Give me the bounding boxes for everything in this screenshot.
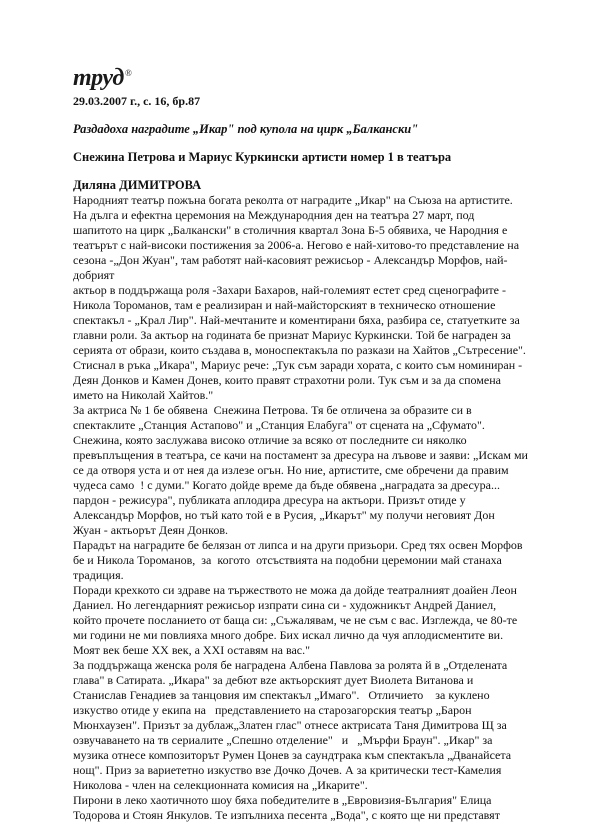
body-line: актьор в поддържаща роля -Захари Бахаров, най-големият естет сред сценографите - [73, 283, 506, 297]
body-line: пардон - режисура", публиката аплодира дресура на актьори. Призът отиде у [73, 493, 466, 507]
body-line: Моят век беше ХХ век, а ХХI оставям на вас." [73, 643, 311, 657]
article-body [73, 193, 563, 823]
article-author: Диляна ДИМИТРОВА [73, 178, 202, 192]
body-line: ми години не ми повлияха много добре. Бих искал лично да чуя аплодисментите ви. [73, 628, 504, 642]
body-line: На дълга и ефектна церемония на Международния ден на театъра 27 март, под [73, 208, 475, 222]
body-line: шапитото на цирк „Балкански" в столичния квартал Зона Б-5 обявиха, че Народния е [73, 223, 508, 237]
body-line: Жуан - актьорът Деян Донков. [73, 523, 229, 537]
body-line: За поддържаща женска роля бе наградена Албена Павлова за ролята й в „Отделената [73, 658, 508, 672]
body-line: добрият [73, 268, 115, 282]
body-line: името на Николай Хайтов." [73, 388, 214, 402]
body-line: За актриса № 1 бе обявена Снежина Петрова. Тя бе отличена за образите си в [73, 403, 472, 417]
body-line: Мюнхаузен". Призът за дублаж„Златен глас" отнесе актрисата Таня Димитрова Щ за [73, 718, 507, 732]
body-line: чудеса само ! с думи." Когато дойде време да бъде обявена „наградата за дресура... [73, 478, 501, 492]
body-line: Александър Морфов, но тъй като той е в Русия, „Икарът" му получи неговият Дон [73, 508, 495, 522]
body-line: Тодорова и Стоян Янкулов. Те изпълниха песента „Вода", с която ще ни представят [73, 808, 500, 822]
body-line: театърът с най-високи постижения за 2006-а. Негово е най-хитово-то представление на [73, 238, 520, 252]
body-line: традиция. [73, 568, 124, 582]
logo-text: труд [73, 65, 124, 91]
article-subheadline: Снежина Петрова и Мариус Куркински артисти номер 1 в театъра [73, 150, 452, 164]
body-line: главни роли. За актьор на годината бе признат Мариус Куркински. Той бе награден за [73, 328, 511, 342]
body-line: спектакъл - „Крал Лир". Най-мечтаните и коментирани бяха, разбира се, статуетките за [73, 313, 520, 327]
publication-date: 29.03.2007 г., с. 16, бр.87 [73, 94, 201, 108]
body-line: озвучаването на тв сериалите „Спешно отделение" и „Мърфи Браун". „Икар" за [73, 733, 493, 747]
body-line: серията от образи, които създава в, моноспектакъла по разкази на Хайтов „Сътресение". [73, 343, 526, 357]
article-page [73, 66, 563, 823]
body-line: глава" в Сатирата. „Икара" за дебют вze актьорският дует Виолета Витанова и [73, 673, 474, 687]
body-line: Даниел. Но легендарният режисьор изпрати сина си - художникът Андрей Даниел, [73, 598, 497, 612]
body-line: Станислав Генадиев за танцовия им спектакъл „Имаго". Отличието за куклено [73, 688, 490, 702]
body-line: Поради крехкото си здраве на тържеството не можа да дойде театралният доайен Леон [73, 583, 517, 597]
article-headline: Раздадоха наградите „Икар" под купола на цирк „Балкански" [73, 122, 419, 136]
body-line: музика отнесе композиторът Румен Цонев за саундтрака към спектакъла „Дванайсета [73, 748, 512, 762]
body-line: Пирони в леко хаотичното шоу бяха победителите в „Евровизия-България" Елица [73, 793, 492, 807]
body-line: спектаклите „Станция Астапово" и „Станция Елабуга" от сцената на „Сфумато". [73, 418, 485, 432]
body-line: сезона -„Дон Жуан", там работят най-касовият режисьор - Александър Морфов, най- [73, 253, 508, 267]
body-line: Деян Донков и Камен Донев, които правят страхотни роли. Тук съм и за да спомена [73, 373, 501, 387]
body-line: който прочете посланието от баща си: „Съжалявам, че не съм с вас. Изглежда, че 80-те [73, 613, 518, 627]
body-line: изкуство отиде у екипа на представлението на старозагорския театър „Барон [73, 703, 472, 717]
body-line: превъплъщения в театъра, се качи на постамент за дресура на лъвове и заяви: „Искам ми [73, 448, 528, 462]
body-line: нощ". Приз за вариететно изкуство взе Дочко Дочев. А за критически тест-Камелия [73, 763, 502, 777]
body-line: Стиснал в ръка „Икара", Мариус рече: „Тук съм заради хората, с които съм номиниран - [73, 358, 523, 372]
body-line: Снежина, която заслужава високо отличие за всяко от последните си няколко [73, 433, 467, 447]
registered-mark-icon: ® [125, 68, 132, 78]
body-line: Николова - член на селекционната комисия на „Икарите". [73, 778, 368, 792]
body-line: Никола Тороманов, там е реализиран и най-майсторският в техническо отношение [73, 298, 496, 312]
body-line: Парадът на наградите бе белязан от липса и на други призьори. Сред тях освен Морфов [73, 538, 523, 552]
body-line: се да отворя уста и от нея да излезе огън. Но ние, артистите, сме обречени да правим [73, 463, 509, 477]
publication-logo [73, 66, 563, 92]
body-line: бе и Никола Тороманов, за когото отсъствията на подобни церемонии май станаха [73, 553, 502, 567]
body-line: Народният театър пожъна богата реколта от наградите „Икар" на Съюза на артистите. [73, 193, 513, 207]
